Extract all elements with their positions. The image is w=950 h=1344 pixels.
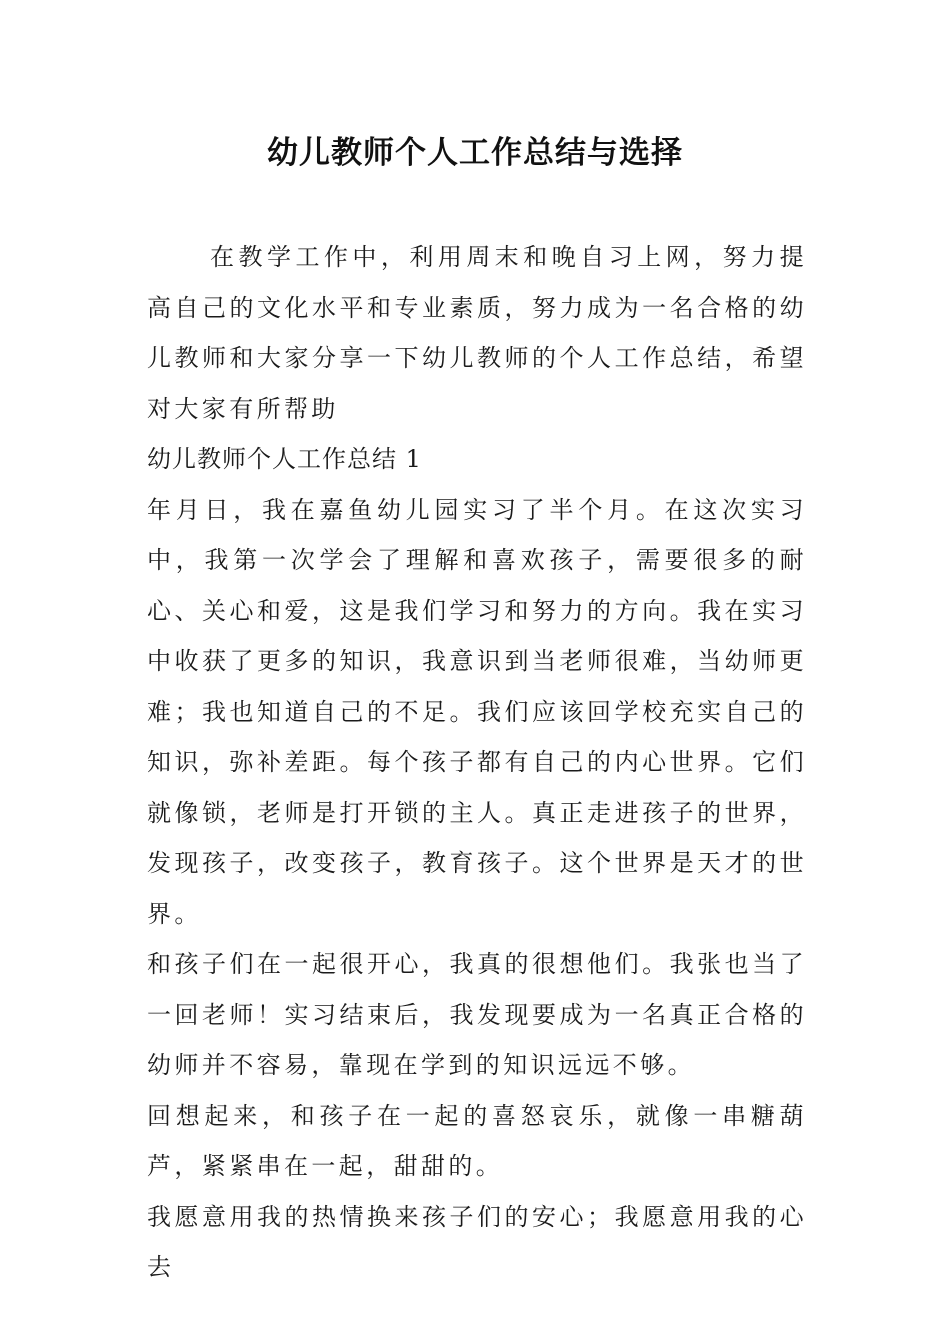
body-paragraph-4: 我愿意用我的热情换来孩子们的安心；我愿意用我的心去 (147, 1202, 807, 1281)
body-paragraph-2: 和孩子们在一起很开心，我真的很想他们。我张也当了一回老师！实习结束后，我发现要成为一名真正合格的幼师并不容易，靠现在学到的知识远远不够。 (147, 950, 807, 1079)
body-paragraph-3: 回想起来，和孩子在一起的喜怒哀乐，就像一串糖葫芦，紧紧串在一起，甜甜的。 (147, 1101, 807, 1180)
document-body (147, 232, 807, 1293)
document-title: 幼儿教师个人工作总结与选择 (267, 135, 683, 171)
body-paragraph-1: 年月日，我在嘉鱼幼儿园实习了半个月。在这次实习中，我第一次学会了理解和喜欢孩子，需要很多的耐心、关心和爱，这是我们学习和努力的方向。我在实习中收获了更多的知识，我意识到当老师很难，当幼师更难；我也知道自己的不足。我们应该回学校充实自己的知识，弥补差距。每个孩子都有自己的内心世界。它们就像锁，老师是打开锁的主人。真正走进孩子的世界，发现孩子，改变孩子，教育孩子。这个世界是天才的世界。 (147, 495, 807, 928)
intro-paragraph: 在教学工作中，利用周末和晚自习上网，努力提高自己的文化水平和专业素质，努力成为一名合格的幼儿教师和大家分享一下幼儿教师的个人工作总结，希望对大家有所帮助 (147, 243, 807, 423)
section-heading: 幼儿教师个人工作总结 1 (147, 445, 422, 473)
